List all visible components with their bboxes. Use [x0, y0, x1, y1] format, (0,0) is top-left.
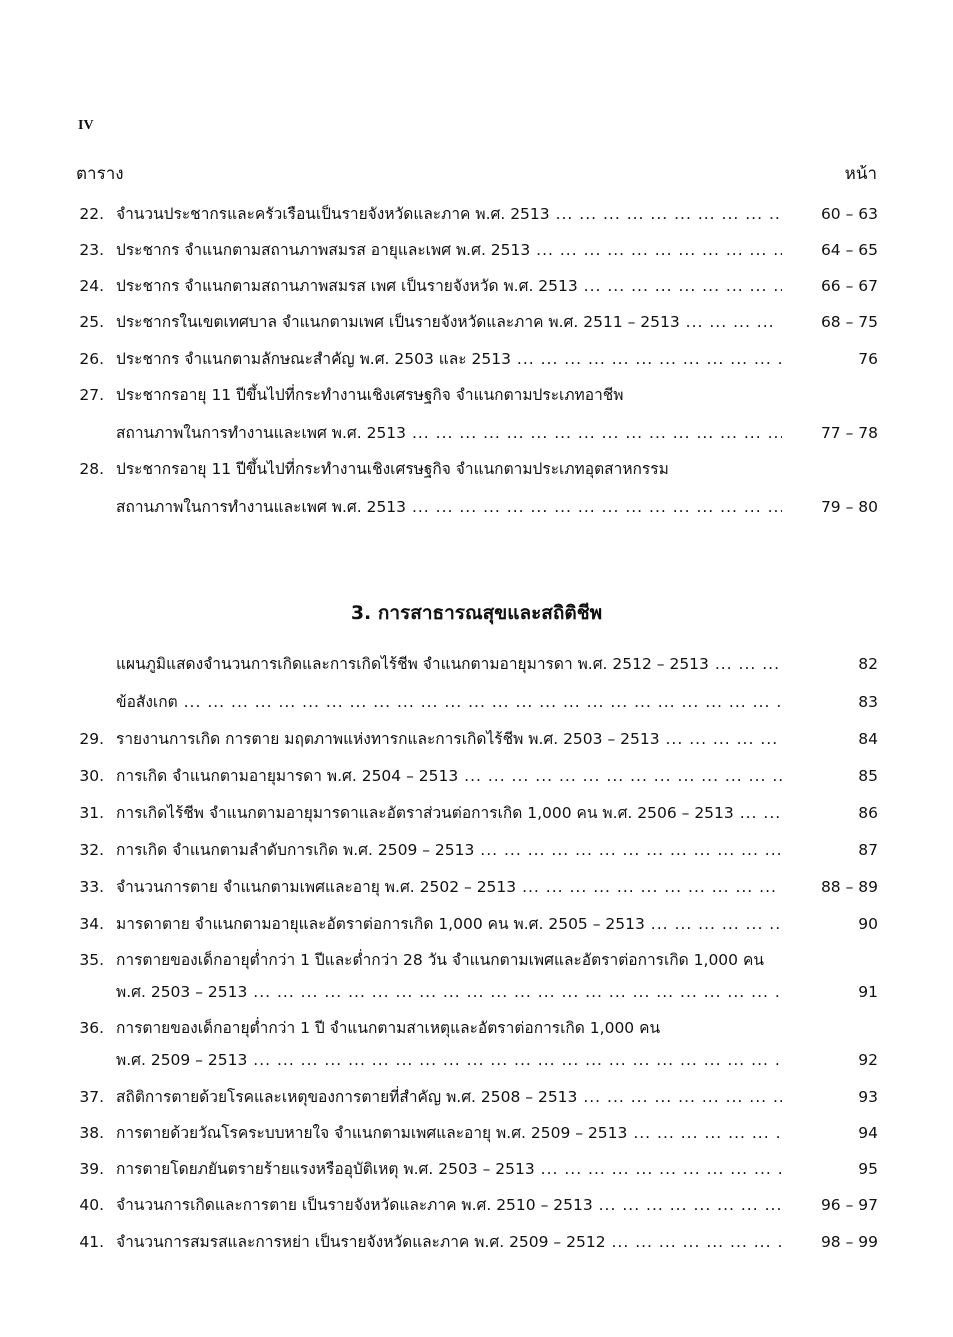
row-title: การตายของเด็กอายุต่ำกว่า 1 ปีและต่ำกว่า 28 วัน จำแนกตามเพศและอัตราต่อการเกิด 1,000 คน [116, 951, 764, 969]
toc-row [70, 345, 878, 373]
row-page: 83 [858, 693, 878, 711]
row-number: 35. [79, 951, 104, 969]
row-page: 77 – 78 [820, 424, 878, 442]
toc-row [70, 419, 878, 447]
toc-row [70, 650, 878, 678]
row-number: 31. [79, 804, 104, 822]
row-number: 23. [79, 241, 104, 259]
row-title: ข้อสังเกต ... . [116, 688, 782, 716]
row-title: ประชากรอายุ 11 ปีขึ้นไปที่กระทำงานเชิงเศรษฐกิจ จำแนกตามประเภทอุตสาหกรรม [116, 460, 669, 478]
row-title: พ.ศ. 2509 – 2513 ... . [116, 1046, 782, 1074]
row-title: ประชากรในเขตเทศบาล จำแนกตามเพศ เป็นรายจังหวัดและภาค พ.ศ. 2511 – 2513 ... . [116, 308, 782, 336]
row-number: 32. [79, 841, 104, 859]
row-page: 85 [858, 767, 878, 785]
toc-row [70, 688, 878, 716]
row-page: 87 [858, 841, 878, 859]
row-page: 98 – 99 [820, 1233, 878, 1251]
row-page: 64 – 65 [820, 241, 878, 259]
row-page: 92 [858, 1051, 878, 1069]
row-title: รายงานการเกิด การตาย มฤตภาพแห่งทารกและการเกิดไร้ชีพ พ.ศ. 2503 – 2513 ... . [116, 725, 782, 753]
row-number: 41. [79, 1233, 104, 1251]
row-page: 86 [858, 804, 878, 822]
row-number: 39. [79, 1160, 104, 1178]
toc-row [70, 910, 878, 938]
toc-row [70, 1119, 878, 1147]
row-title: สถิติการตายด้วยโรคและเหตุของการตายที่สำคัญ พ.ศ. 2508 – 2513 ... . [116, 1083, 782, 1111]
row-title: การตายด้วยวัณโรคระบบหายใจ จำแนกตามเพศและอายุ พ.ศ. 2509 – 2513 ... . [116, 1119, 782, 1147]
row-page: 96 – 97 [820, 1196, 878, 1214]
toc-row [70, 762, 878, 790]
row-page: 91 [858, 983, 878, 1001]
row-title: การเกิด จำแนกตามลำดับการเกิด พ.ศ. 2509 – 2513 ... . [116, 836, 782, 864]
row-number: 29. [79, 730, 104, 748]
row-title: พ.ศ. 2503 – 2513 ... . [116, 978, 782, 1006]
row-number: 40. [79, 1196, 104, 1214]
row-title: การเกิด จำแนกตามอายุมารดา พ.ศ. 2504 – 2513 ... . [116, 762, 782, 790]
toc-row [70, 272, 878, 300]
toc-row [70, 455, 878, 483]
toc-row [70, 1083, 878, 1111]
row-page: 60 – 63 [820, 205, 878, 223]
toc-row [70, 799, 878, 827]
row-number: 38. [79, 1124, 104, 1142]
toc-row [70, 1155, 878, 1183]
row-number: 25. [79, 313, 104, 331]
row-number: 22. [79, 205, 104, 223]
toc-row [70, 1014, 878, 1042]
toc-row [70, 1228, 878, 1256]
row-title: จำนวนการสมรสและการหย่า เป็นรายจังหวัดและภาค พ.ศ. 2509 – 2512 ... . [116, 1228, 782, 1256]
row-number: 37. [79, 1088, 104, 1106]
row-title: ประชากร จำแนกตามสถานภาพสมรส อายุและเพศ พ.ศ. 2513 ... . [116, 236, 782, 264]
toc-row [70, 1046, 878, 1074]
row-page: 84 [858, 730, 878, 748]
row-title: การตายของเด็กอายุต่ำกว่า 1 ปี จำแนกตามสาเหตุและอัตราต่อการเกิด 1,000 คน [116, 1019, 661, 1037]
row-title: การเกิดไร้ชีพ จำแนกตามอายุมารดาและอัตราส่วนต่อการเกิด 1,000 คน พ.ศ. 2506 – 2513 ... . [116, 799, 782, 827]
row-page: 95 [858, 1160, 878, 1178]
page-number: IV [78, 118, 94, 133]
row-number: 27. [79, 386, 104, 404]
column-header-page: หน้า [844, 164, 877, 184]
row-page: 76 [858, 350, 878, 368]
column-header-table: ตาราง [76, 164, 124, 184]
row-number: 30. [79, 767, 104, 785]
row-title: จำนวนการเกิดและการตาย เป็นรายจังหวัดและภาค พ.ศ. 2510 – 2513 ... . [116, 1191, 782, 1219]
toc-row [70, 200, 878, 228]
toc-row [70, 946, 878, 974]
row-title: สถานภาพในการทำงานและเพศ พ.ศ. 2513 ... . [116, 419, 782, 447]
row-title: ประชากร จำแนกตามลักษณะสำคัญ พ.ศ. 2503 และ 2513 ... . [116, 345, 782, 373]
row-title: จำนวนการตาย จำแนกตามเพศและอายุ พ.ศ. 2502 – 2513 ... . [116, 873, 782, 901]
row-page: 79 – 80 [820, 498, 878, 516]
row-title: แผนภูมิแสดงจำนวนการเกิดและการเกิดไร้ชีพ จำแนกตามอายุมารดา พ.ศ. 2512 – 2513 ... . [116, 650, 782, 678]
row-title: ประชากรอายุ 11 ปีขึ้นไปที่กระทำงานเชิงเศรษฐกิจ จำแนกตามประเภทอาชีพ [116, 386, 624, 404]
toc-row [70, 308, 878, 336]
toc-row [70, 836, 878, 864]
row-number: 28. [79, 460, 104, 478]
row-title: การตายโดยภยันตรายร้ายแรงหรืออุบัติเหตุ พ.ศ. 2503 – 2513 ... . [116, 1155, 782, 1183]
section-title: 3. การสาธารณสุขและสถิติชีพ [350, 602, 603, 624]
row-page: 88 – 89 [820, 878, 878, 896]
row-title: มารดาตาย จำแนกตามอายุและอัตราต่อการเกิด 1,000 คน พ.ศ. 2505 – 2513 ... . [116, 910, 782, 938]
row-number: 33. [79, 878, 104, 896]
row-number: 34. [79, 915, 104, 933]
row-title: จำนวนประชากรและครัวเรือนเป็นรายจังหวัดและภาค พ.ศ. 2513 ... . [116, 200, 782, 228]
row-page: 90 [858, 915, 878, 933]
row-page: 93 [858, 1088, 878, 1106]
row-title: สถานภาพในการทำงานและเพศ พ.ศ. 2513 ... . [116, 493, 782, 521]
toc-row [70, 873, 878, 901]
row-number: 24. [79, 277, 104, 295]
row-page: 68 – 75 [820, 313, 878, 331]
row-page: 66 – 67 [820, 277, 878, 295]
toc-row [70, 725, 878, 753]
row-number: 36. [79, 1019, 104, 1037]
row-title: ประชากร จำแนกตามสถานภาพสมรส เพศ เป็นรายจังหวัด พ.ศ. 2513 ... . [116, 272, 782, 300]
toc-row [70, 381, 878, 409]
toc-row [70, 978, 878, 1006]
toc-row [70, 236, 878, 264]
toc-row [70, 493, 878, 521]
row-page: 82 [858, 655, 878, 673]
row-page: 94 [858, 1124, 878, 1142]
row-number: 26. [79, 350, 104, 368]
toc-row [70, 1191, 878, 1219]
